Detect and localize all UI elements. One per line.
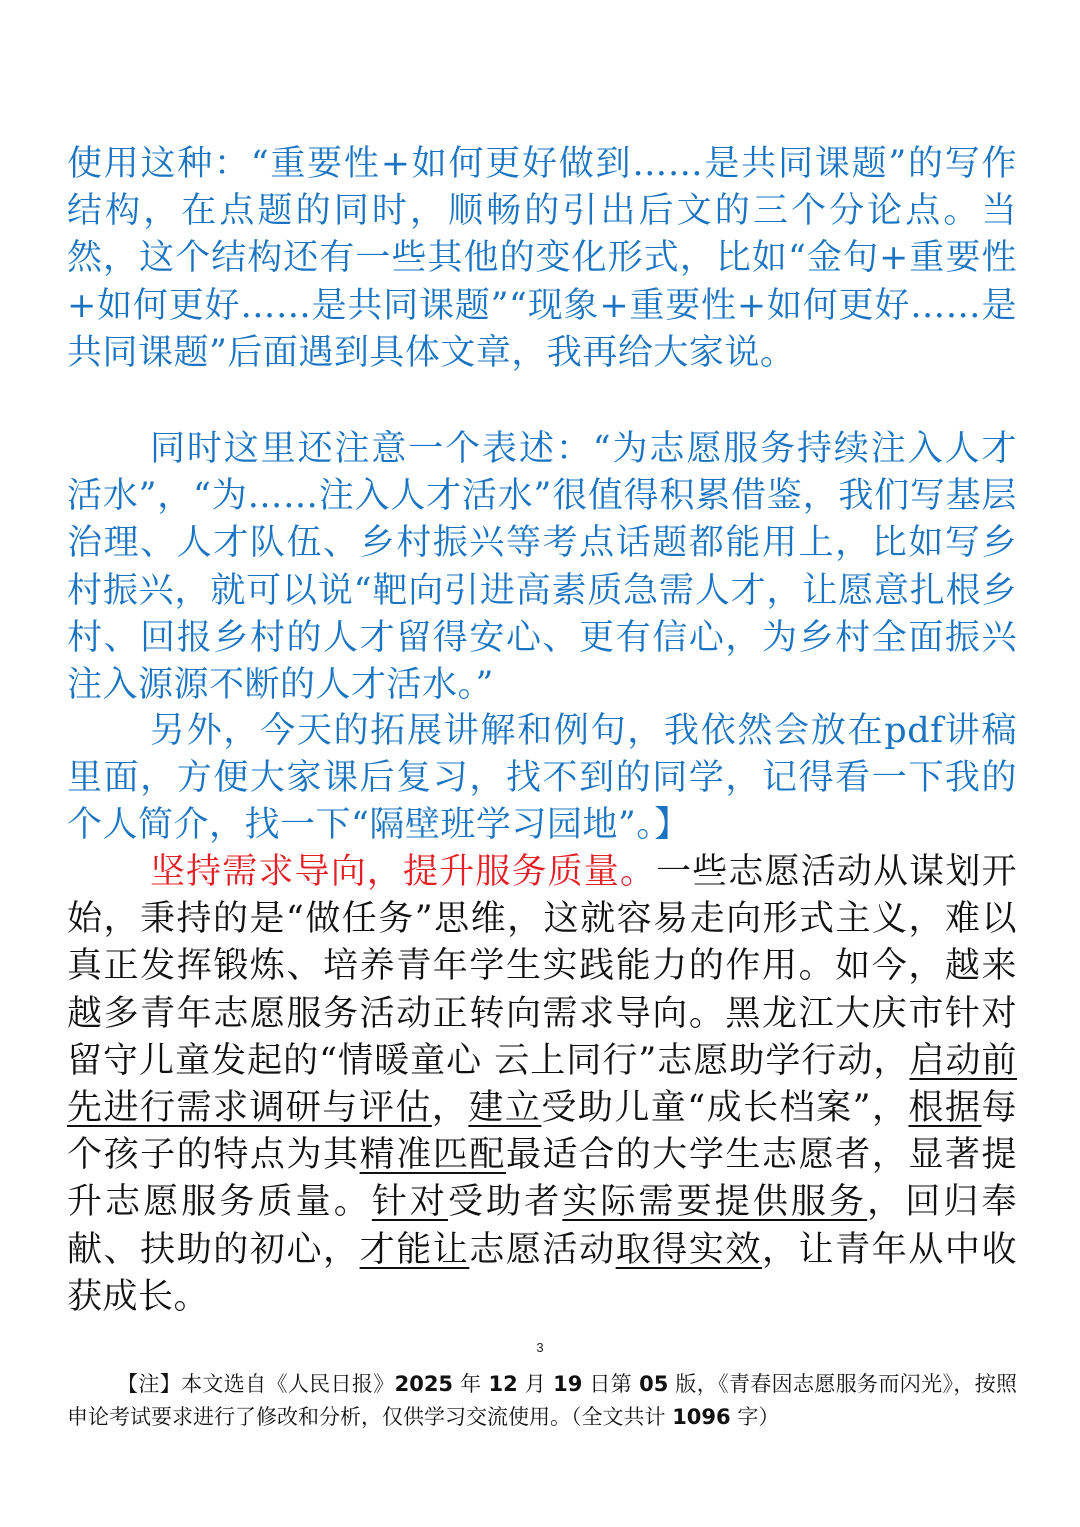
commentary-paragraph-expression: 同时这里还注意一个表述：“为志愿服务持续注入人才活水”，“为……注入人才活水”很值得积累借鉴，我们写基层治理、人才队伍、乡村振兴等考点话题都能用上，比如写乡村振兴，就可以说“靶向引进高素质急需人才，让愿意扎根乡村、回报乡村的人才留得安心、更有信心，为乡村全面振兴注入源源不断的人才活水。” [67,429,1017,706]
footnote-label: 【注】 [117,1372,182,1396]
footnote-edition: 05 [639,1372,669,1396]
commentary-paragraph-structure: 使用这种：“重要性+如何更好做到……是共同课题”的写作结构，在点题的同时，顺畅的引出后文的三个分论点。当然，这个结构还有一些其他的变化形式，比如“金句+重要性+如何更好……是共同课题”“现象+重要性+如何更好……是共同课题”后面遇到具体文章，我再给大家说。 [67,144,1017,373]
footnote [67,1368,1017,1434]
underlined-phrase: 启动前先进行需求调研与评估 [67,1040,1017,1129]
text-run: ， [431,1088,469,1129]
text-run: 志愿活动 [469,1229,616,1270]
underlined-phrase: 实际需要提供服务 [562,1182,868,1223]
footnote-text: 本文选自《人民日报》 [181,1372,395,1396]
footnote-text: 字） [730,1405,780,1429]
text-run: 受助者 [448,1182,563,1223]
text-run: 一些志愿活动从谋划开始，秉持的是“做任务”思维，这就容易走向形式主义，难以真正发挥锻炼、培养青年学生实践能力的作用。如今，越来越多青年志愿服务活动正转向需求导向。黑龙江大庆市针对留守儿童发起的“情暖童心 云上同行”志愿助学行动， [67,852,1017,1081]
section-heading: 坚持需求导向，提升服务质量。 [150,852,657,892]
footnote-text: 日第 [582,1372,640,1396]
underlined-phrase: 根据 [908,1088,982,1129]
footnote-text: 月 [517,1372,554,1396]
text-run: ，回归奉献、扶助的初心， [67,1182,1017,1270]
footnote-text: 年 [453,1372,489,1396]
footnote-text: 版，《青春因志愿服务而闪光》，按照申论考试要求进行了修改和分析，仅供学习交流使用。（全文共计 [67,1372,1018,1429]
footnote-day: 19 [553,1372,583,1396]
commentary-paragraph-notice: 另外，今天的拓展讲解和例句，我依然会放在pdf讲稿里面，方便大家课后复习，找不到的同学，记得看一下我的个人简介，找一下“隔壁班学习园地”。】 [67,711,1017,846]
underlined-phrase: 才能让 [359,1229,470,1270]
text-run: 每个孩子的特点为其 [67,1088,1017,1176]
text-run: 最适合的大学生志愿者，显著提升志愿服务质量。 [67,1135,1017,1223]
article-paragraph [67,849,1017,1321]
text-run: 受助儿童“成长档案”， [541,1088,909,1129]
footnote-word-count: 1096 [672,1405,731,1429]
page-number: 3 [536,1340,544,1355]
text-run: ，让青年从中收获成长。 [67,1229,1017,1317]
footnote-month: 12 [488,1372,518,1396]
footnote-year: 2025 [394,1372,454,1396]
underlined-phrase: 针对 [371,1182,449,1223]
underlined-phrase: 建立 [468,1088,542,1129]
underlined-phrase: 取得实效 [615,1229,762,1270]
underlined-phrase: 精准匹配 [359,1135,506,1176]
